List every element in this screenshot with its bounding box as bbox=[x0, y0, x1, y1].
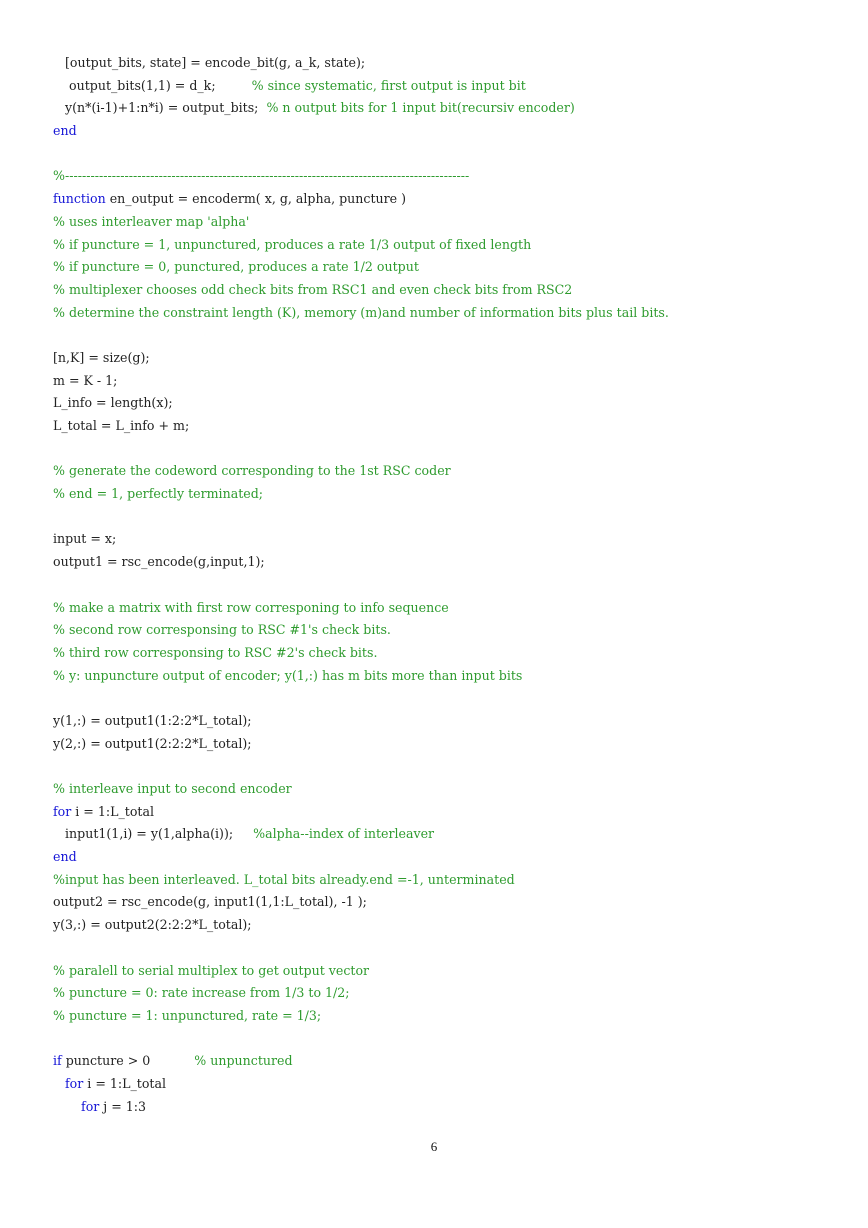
keyword-token: for bbox=[65, 1075, 84, 1091]
code-line bbox=[53, 846, 843, 869]
blank-line bbox=[53, 1028, 843, 1051]
code-line bbox=[53, 528, 843, 551]
code-line bbox=[53, 1073, 843, 1096]
code-line bbox=[53, 52, 843, 75]
code-line bbox=[53, 551, 843, 574]
comment-token: % n output bits for 1 input bit(recursiv encoder) bbox=[266, 100, 575, 116]
code-line bbox=[53, 733, 843, 756]
code-token: L_total = L_info + m; bbox=[53, 418, 190, 433]
code-token: input = x; bbox=[53, 531, 117, 547]
keyword-token: for bbox=[81, 1098, 100, 1114]
code-line bbox=[53, 211, 843, 234]
blank-line bbox=[53, 755, 843, 778]
keyword-token: function bbox=[53, 191, 106, 207]
keyword-token: end bbox=[53, 123, 77, 139]
code-line bbox=[53, 665, 843, 688]
comment-token: % paralell to serial multiplex to get output vector bbox=[53, 962, 370, 978]
code-token: i = 1:L_total bbox=[71, 803, 155, 819]
code-line bbox=[53, 801, 843, 824]
code-token bbox=[53, 1076, 65, 1091]
keyword-token: if bbox=[53, 1053, 62, 1069]
blank-line bbox=[53, 143, 843, 166]
comment-token: % uses interleaver map 'alpha' bbox=[53, 213, 250, 229]
code-line bbox=[53, 75, 843, 98]
code-token: [output_bits, state] = encode_bit(g, a_k, state); bbox=[53, 55, 366, 70]
comment-token: % if puncture = 0, punctured, produces a rate 1/2 output bbox=[53, 259, 419, 275]
code-line bbox=[53, 392, 843, 415]
comment-token: % interleave input to second encoder bbox=[53, 781, 292, 796]
comment-token: %----------------------------------------------------------------------------------------------- bbox=[53, 168, 470, 184]
comment-token: % since systematic, first output is input bit bbox=[251, 77, 526, 93]
code-token: output_bits(1,1) = d_k; bbox=[53, 77, 252, 93]
code-token: L_info = length(x); bbox=[53, 395, 173, 411]
code-line bbox=[53, 97, 843, 120]
code-line bbox=[53, 619, 843, 642]
code-line bbox=[53, 891, 843, 914]
code-line bbox=[53, 823, 843, 846]
comment-token: % unpunctured bbox=[194, 1053, 293, 1069]
blank-line bbox=[53, 438, 843, 461]
comment-token: %input has been interleaved. L_total bits already.end =-1, unterminated bbox=[53, 871, 515, 887]
blank-line bbox=[53, 937, 843, 960]
code-line bbox=[53, 778, 843, 801]
code-line bbox=[53, 120, 843, 143]
code-token: y(2,:) = output1(2:2:2*L_total); bbox=[53, 735, 252, 751]
comment-token: % if puncture = 1, unpunctured, produces a rate 1/3 output of fixed length bbox=[53, 236, 532, 252]
code-token: j = 1:3 bbox=[99, 1098, 147, 1114]
code-token: en_output = encoderm( x, g, alpha, puncture ) bbox=[105, 191, 407, 207]
code-token: [n,K] = size(g); bbox=[53, 349, 150, 365]
comment-token: % third row corresponsing to RSC #2's check bits. bbox=[53, 644, 378, 660]
code-listing bbox=[53, 52, 843, 1118]
code-line bbox=[53, 960, 843, 983]
code-token: output2 = rsc_encode(g, input1(1,1:L_total), -1 ); bbox=[53, 894, 367, 910]
code-line bbox=[53, 415, 843, 438]
code-line bbox=[53, 1096, 843, 1119]
code-line bbox=[53, 370, 843, 393]
code-line bbox=[53, 165, 843, 188]
code-line bbox=[53, 642, 843, 665]
code-token: y(n*(i-1)+1:n*i) = output_bits; bbox=[53, 100, 267, 116]
code-token bbox=[53, 1099, 81, 1114]
blank-line bbox=[53, 324, 843, 347]
code-token: input1(1,i) = y(1,alpha(i)); bbox=[53, 826, 254, 842]
code-token: m = K - 1; bbox=[53, 372, 118, 388]
code-line bbox=[53, 460, 843, 483]
comment-token: % determine the constraint length (K), memory (m)and number of information bits plus tail bits. bbox=[53, 304, 669, 320]
comment-token: % puncture = 0: rate increase from 1/3 to 1/2; bbox=[53, 985, 350, 1001]
blank-line bbox=[53, 687, 843, 710]
code-token: puncture > 0 bbox=[61, 1053, 195, 1069]
code-line bbox=[53, 234, 843, 257]
code-line bbox=[53, 347, 843, 370]
keyword-token: end bbox=[53, 849, 77, 865]
keyword-token: for bbox=[53, 803, 72, 819]
code-token: i = 1:L_total bbox=[83, 1075, 167, 1091]
page-number: 6 bbox=[430, 1139, 438, 1154]
code-line bbox=[53, 1005, 843, 1028]
code-line bbox=[53, 483, 843, 506]
code-line bbox=[53, 869, 843, 892]
code-line bbox=[53, 302, 843, 325]
code-line bbox=[53, 710, 843, 733]
code-token: y(1,:) = output1(1:2:2*L_total); bbox=[53, 712, 252, 728]
code-token: output1 = rsc_encode(g,input,1); bbox=[53, 554, 265, 570]
code-line bbox=[53, 914, 843, 937]
comment-token: %alpha--index of interleaver bbox=[253, 826, 435, 842]
code-line bbox=[53, 188, 843, 211]
code-token: y(3,:) = output2(2:2:2*L_total); bbox=[53, 917, 252, 933]
blank-line bbox=[53, 574, 843, 597]
comment-token: % end = 1, perfectly terminated; bbox=[53, 486, 264, 502]
comment-token: % make a matrix with first row corresponing to info sequence bbox=[53, 599, 449, 615]
comment-token: % y: unpuncture output of encoder; y(1,:) has m bits more than input bits bbox=[53, 667, 523, 683]
code-line bbox=[53, 1050, 843, 1073]
code-line bbox=[53, 597, 843, 620]
comment-token: % generate the codeword corresponding to the 1st RSC coder bbox=[53, 463, 451, 479]
code-line bbox=[53, 279, 843, 302]
code-line bbox=[53, 256, 843, 279]
comment-token: % second row corresponsing to RSC #1's check bits. bbox=[53, 622, 391, 638]
code-line bbox=[53, 982, 843, 1005]
comment-token: % puncture = 1: unpunctured, rate = 1/3; bbox=[53, 1007, 322, 1023]
comment-token: % multiplexer chooses odd check bits from RSC1 and even check bits from RSC2 bbox=[53, 281, 573, 297]
blank-line bbox=[53, 506, 843, 529]
